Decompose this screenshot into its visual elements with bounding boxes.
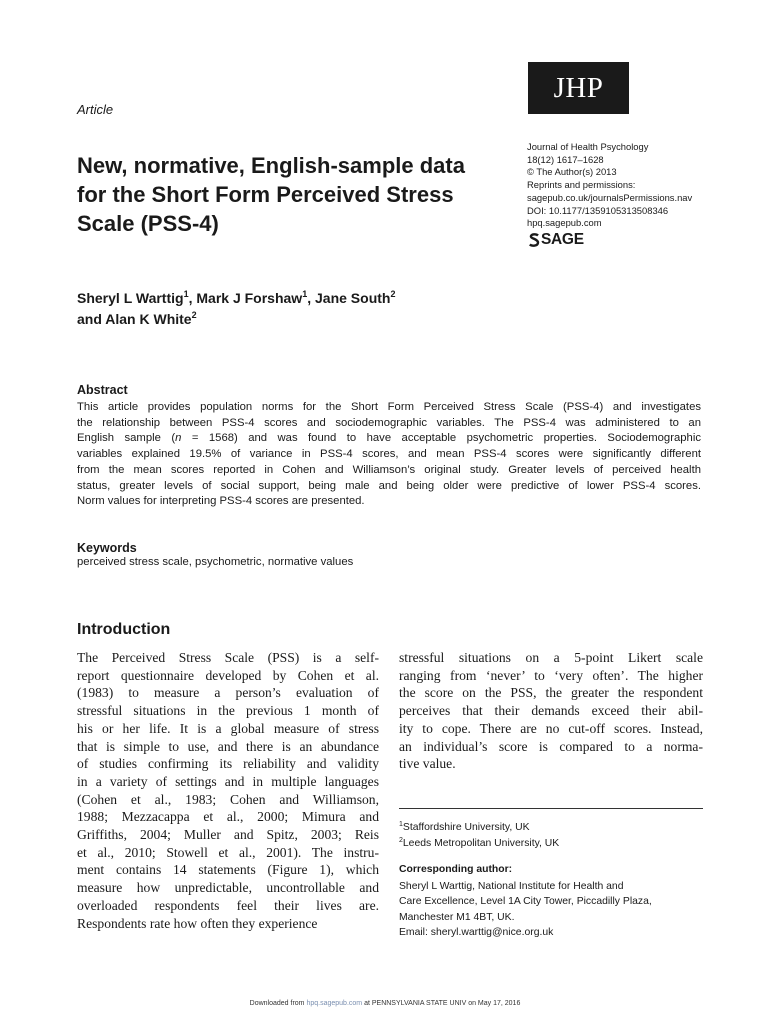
body-text-line: the score on the PSS, the greater the respondent bbox=[399, 685, 703, 701]
body-text-line: report questionnaire developed by Cohen et al. bbox=[77, 667, 379, 683]
article-title: New, normative, English-sample data for the Short Form Perceived Stress Scale (PSS-4) bbox=[77, 153, 465, 236]
journal-logo bbox=[528, 62, 629, 114]
author-affiliation-mark: 1 bbox=[302, 289, 308, 299]
abstract-line: English sample (n = 1568) and was found to have acceptable psychometric properties. Sociodemographic bbox=[77, 432, 701, 445]
body-text-line: (1983) to measure a person’s evaluation of bbox=[77, 685, 379, 701]
corresponding-line: Manchester M1 4BT, UK. bbox=[399, 911, 515, 923]
body-text-line: in a variety of settings and in multiple languages bbox=[77, 773, 379, 789]
author-name: Jane South bbox=[315, 290, 391, 306]
author-list bbox=[77, 288, 537, 330]
journal-info-line: 18(12) 1617–1628 bbox=[527, 153, 604, 165]
sage-publisher-logo bbox=[527, 231, 584, 249]
corresponding-line: Care Excellence, Level 1A City Tower, Piccadilly Plaza, bbox=[399, 896, 652, 908]
journal-logo-text: JHP bbox=[553, 71, 604, 104]
author-separator: , bbox=[307, 290, 315, 306]
body-text-line: ity to cope. There are no cut-off scores. Instead, bbox=[399, 720, 703, 736]
abstract-line: the relationship between PSS-4 scores and sociodemographic variables. The PSS-4 was administered to an bbox=[77, 416, 701, 429]
body-text-line: tive value. bbox=[399, 756, 456, 772]
body-text-line: that is simple to use, and there is an abundance bbox=[77, 738, 379, 754]
body-text-line: The Perceived Stress Scale (PSS) is a self- bbox=[77, 650, 379, 665]
abstract-line: variables explained 19.5% of variance in PSS-4 scores, and mean PSS-4 scores were significantly different bbox=[77, 448, 701, 461]
abstract-line: Norm values for interpreting PSS-4 scores are presented. bbox=[77, 495, 365, 508]
affiliations bbox=[399, 820, 559, 852]
abstract-line: This article provides population norms for the Short Form Perceived Stress Scale (PSS-4) and investigates bbox=[77, 401, 701, 413]
body-text-line: 1988; Mezzacappa et al., 2000; Mimura and bbox=[77, 809, 379, 825]
author-name: Sheryl L Warttig bbox=[77, 290, 184, 306]
author-affiliation-mark: 2 bbox=[191, 310, 197, 320]
author-line-2 bbox=[77, 309, 537, 330]
author-name: and Alan K White bbox=[77, 311, 192, 327]
author-affiliation-mark: 1 bbox=[183, 289, 189, 299]
journal-info-line: sagepub.co.uk/journalsPermissions.nav bbox=[527, 191, 693, 203]
affiliation-item bbox=[399, 820, 559, 836]
affiliation-mark: 2 bbox=[399, 837, 403, 844]
article-type-label: Article bbox=[77, 102, 114, 117]
journal-info-line: DOI: 10.1177/1359105313508346 bbox=[527, 204, 669, 216]
body-text-line: perceives that their demands exceed their abil- bbox=[399, 703, 703, 719]
introduction-heading: Introduction bbox=[77, 621, 171, 638]
author-line-1 bbox=[77, 288, 537, 309]
body-text-line: Respondents rate how often they experience bbox=[77, 915, 318, 931]
abstract-line: status, greater levels of social support, being male and being older were predictive of lower PSS-4 scores. bbox=[77, 479, 701, 492]
sample-size-symbol: n bbox=[175, 432, 182, 445]
body-text-line: an individual’s score is compared to a norma- bbox=[399, 738, 703, 754]
sage-s-icon bbox=[527, 232, 541, 248]
body-text-line: et al., 2010; Stowell et al., 2001). The instru- bbox=[77, 844, 379, 860]
introduction-left-column bbox=[77, 649, 379, 932]
corresponding-author-heading: Corresponding author: bbox=[399, 864, 513, 875]
introduction-right-column bbox=[399, 649, 703, 773]
affiliation-text: Staffordshire University, UK bbox=[402, 822, 530, 833]
body-text-line: his or her life. It is a global measure of stress bbox=[77, 720, 379, 736]
journal-info-line: © The Author(s) 2013 bbox=[527, 166, 617, 178]
keywords-text: perceived stress scale, psychometric, normative values bbox=[77, 556, 354, 568]
abstract-heading: Abstract bbox=[77, 383, 128, 397]
abstract-line: from the mean scores reported in Cohen and Williamson’s original study. Greater levels of perceived health bbox=[77, 463, 701, 476]
body-text-line: measure how unpredictable, uncontrollable and bbox=[77, 880, 379, 896]
body-text-line: stressful situations on a 5-point Likert scale bbox=[399, 650, 703, 665]
body-text-line: ranging from ‘never’ to ‘very often’. The higher bbox=[399, 667, 703, 683]
keywords-heading: Keywords bbox=[77, 541, 137, 555]
body-text-line: overloaded respondents feel their lives are. bbox=[77, 897, 379, 913]
journal-info-line: Reprints and permissions: bbox=[527, 179, 636, 191]
journal-info-line: Journal of Health Psychology bbox=[527, 141, 649, 152]
abstract-body bbox=[77, 400, 701, 510]
corresponding-line: Email: sheryl.warttig@nice.org.uk bbox=[399, 926, 554, 938]
body-text-line: stressful situations in the previous 1 month of bbox=[77, 703, 379, 719]
download-site-link[interactable]: hpq.sagepub.com bbox=[306, 1000, 363, 1007]
author-affiliation-mark: 2 bbox=[390, 289, 396, 299]
corresponding-author-details bbox=[399, 879, 652, 940]
download-prefix: Downloaded from bbox=[249, 1000, 307, 1007]
body-text-line: (Cohen et al., 1983; Cohen and Williamson, bbox=[77, 791, 379, 807]
affiliation-item bbox=[399, 836, 559, 852]
journal-info bbox=[527, 141, 692, 230]
affiliation-text: Leeds Metropolitan University, UK bbox=[402, 838, 560, 849]
download-suffix: at PENNSYLVANIA STATE UNIV on May 17, 2016 bbox=[362, 1000, 521, 1007]
author-separator: , bbox=[188, 290, 197, 306]
footnote-divider bbox=[399, 808, 703, 809]
author-name: Mark J Forshaw bbox=[196, 290, 303, 306]
body-text-line: of studies confirming its reliability and validity bbox=[77, 756, 379, 772]
corresponding-line: Sheryl L Warttig, National Institute for Health and bbox=[399, 881, 624, 892]
affiliation-mark: 1 bbox=[399, 821, 403, 828]
body-text-line: ment contains 14 statements (Figure 1), which bbox=[77, 862, 379, 878]
body-text-line: Griffiths, 2004; Muller and Spitz, 2003; Reis bbox=[77, 827, 379, 843]
journal-info-line: hpq.sagepub.com bbox=[527, 217, 602, 229]
sage-logo-text: SAGE bbox=[541, 231, 584, 248]
download-notice bbox=[0, 1000, 770, 1007]
